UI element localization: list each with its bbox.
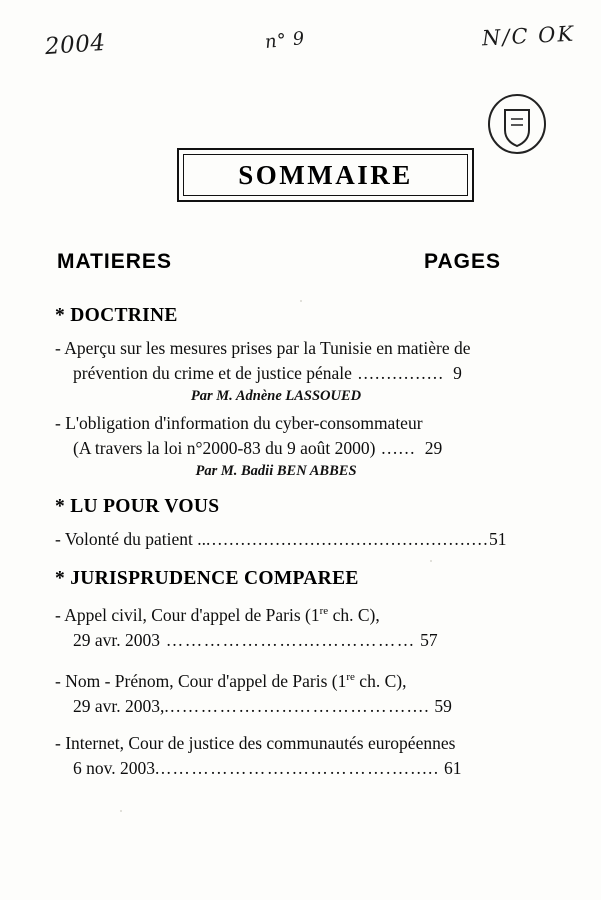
page-speck — [120, 810, 122, 812]
toc-entry-line1-text: - Volonté du patient .. — [55, 529, 207, 549]
toc-entry-page: 59 — [434, 695, 452, 716]
toc-entry-leader: ...... — [375, 438, 416, 458]
table-of-contents — [55, 305, 525, 783]
toc-entry-leader: ................................................. — [206, 529, 489, 549]
toc-entry-page: 9 — [453, 363, 462, 383]
toc-entry-line2 — [55, 361, 525, 386]
toc-entry-page: 61 — [443, 757, 462, 778]
handwritten-issue-annotation: n° 9 — [264, 27, 306, 54]
toc-entry — [55, 599, 525, 653]
toc-entry — [55, 665, 525, 719]
toc-entry-line2-text: (A travers la loi n°2000-83 du 9 août 2000) — [73, 438, 376, 458]
sommaire-title-inner-border — [183, 154, 468, 196]
page-speck — [430, 560, 432, 562]
column-header-pages: PAGES — [424, 250, 501, 273]
toc-entry-line2-text: 29 avr. 2003 — [73, 629, 161, 650]
toc-section-doctrine — [55, 305, 525, 480]
section-heading: * DOCTRINE — [55, 305, 178, 326]
toc-entry-line2 — [55, 756, 525, 781]
toc-entry-line1: - Nom - Prénom, Cour d'appel de Paris (1re ch. C), — [55, 670, 407, 691]
toc-entry-line1: - Appel civil, Cour d'appel de Paris (1re ch. C), — [55, 604, 380, 625]
section-heading: * JURISPRUDENCE COMPAREE — [55, 568, 359, 589]
toc-entry-line2 — [55, 436, 525, 461]
section-heading: * LU POUR VOUS — [55, 496, 220, 517]
toc-entry-line2 — [55, 628, 525, 653]
toc-entry — [55, 411, 525, 461]
toc-entry-line1: - L'obligation d'information du cyber-consommateur — [55, 413, 423, 433]
toc-entry-leader: ............... — [351, 363, 445, 383]
toc-entry-leader: ...………….…..……………….... — [164, 695, 431, 716]
official-stamp-icon — [485, 92, 549, 156]
toc-entry-line2-text: prévention du crime et de justice pénale — [73, 363, 352, 383]
toc-entry-byline: Par M. Badii BEN ABBES — [195, 463, 357, 479]
toc-entry-page: 29 — [424, 438, 443, 458]
handwritten-review-mark: N/C OK — [481, 21, 576, 51]
page-title: SOMMAIRE — [238, 159, 413, 190]
toc-entry-line2-text: 29 avr. 2003, — [73, 695, 165, 716]
toc-entry-leader: …………………....…………… — [160, 629, 416, 650]
toc-entry-byline: Par M. Adnène LASSOUED — [190, 388, 362, 404]
toc-entry-line1 — [55, 527, 525, 552]
toc-entry-page: 51 — [489, 529, 507, 549]
toc-section-jurisprudence-comparee — [55, 568, 525, 781]
toc-entry-line1: - Aperçu sur les mesures prises par la Tunisie en matière de — [55, 338, 471, 358]
toc-entry-page: 57 — [420, 629, 438, 650]
toc-entry-line2 — [55, 694, 525, 719]
column-header-matieres: MATIERES — [57, 250, 172, 273]
toc-entry — [55, 731, 525, 781]
toc-entry-line2-text: 6 nov. 2003 — [73, 757, 155, 778]
sommaire-title-box — [177, 148, 474, 202]
toc-entry-leader: ...……………….…………….…..... — [155, 757, 440, 778]
page-speck — [300, 300, 302, 302]
toc-section-lu-pour-vous — [55, 496, 525, 552]
toc-entry — [55, 336, 525, 386]
toc-entry-line1: - Internet, Cour de justice des communautés européennes — [55, 732, 456, 753]
handwritten-year-annotation: 2004 — [44, 29, 107, 61]
toc-entry — [55, 527, 525, 552]
